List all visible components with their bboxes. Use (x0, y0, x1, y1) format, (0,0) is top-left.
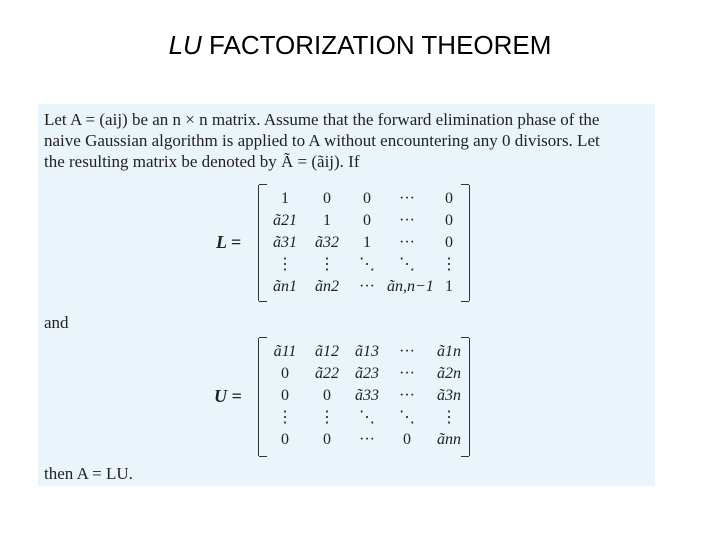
l_matrix-cell: ··· (399, 234, 415, 251)
u_matrix-cell: ⋱ (399, 409, 415, 426)
u_matrix-cell: ··· (399, 387, 415, 404)
l_matrix-cell: ··· (399, 190, 415, 207)
u_matrix-cell: ã22 (315, 365, 339, 382)
u_matrix-cell: ã33 (355, 387, 379, 404)
l_matrix-cell: ⋮ (319, 256, 335, 273)
l_matrix-cell: ãn,n−1 (387, 278, 434, 295)
u-matrix (258, 338, 470, 456)
l_matrix-cell: ãn2 (315, 278, 339, 295)
l_matrix-cell: ⋱ (359, 256, 375, 273)
then-text: then A = LU. (44, 464, 133, 483)
title-rest: FACTORIZATION THEOREM (201, 30, 552, 60)
u_matrix-cell: 0 (323, 387, 331, 404)
l_matrix-cell: 0 (323, 190, 331, 207)
l_matrix-cell: 0 (445, 190, 453, 207)
u_matrix-cell: ã1n (437, 343, 461, 360)
slide-title (0, 30, 720, 61)
u_matrix-cell: ··· (399, 343, 415, 360)
para-line-1: Let A = (aij) be an n × n matrix. Assume that the forward elimination phase of the (44, 110, 600, 129)
u_matrix-cell: ãnn (437, 431, 461, 448)
l_matrix-cell: ⋱ (399, 256, 415, 273)
title-lu: LU (168, 30, 202, 60)
l_matrix-cell: ··· (399, 212, 415, 229)
u_matrix-cell: ⋱ (359, 409, 375, 426)
u_matrix-cell: ã11 (273, 343, 297, 360)
u_matrix-cell: ã23 (355, 365, 379, 382)
l_matrix-cell: 0 (445, 234, 453, 251)
l_matrix-cell: ⋮ (441, 256, 457, 273)
l_matrix-cell: ⋮ (277, 256, 293, 273)
l_matrix-cell: 1 (323, 212, 331, 229)
l-matrix-label: L = (216, 232, 242, 252)
u_matrix-cell: ··· (399, 365, 415, 382)
u_matrix-cell: ⋮ (277, 409, 293, 426)
u_matrix-cell: ã2n (437, 365, 461, 382)
u_matrix-cell: 0 (403, 431, 411, 448)
u_matrix-cell: ⋮ (319, 409, 335, 426)
u_matrix-cell: ã12 (315, 343, 339, 360)
theorem-box (38, 104, 655, 486)
u_matrix-cell: 0 (281, 431, 289, 448)
l_matrix-cell: 0 (445, 212, 453, 229)
l_matrix-cell: 0 (363, 190, 371, 207)
u_matrix-cell: ··· (359, 431, 375, 448)
l_matrix-cell: 1 (445, 278, 453, 295)
l_matrix-cell: ã32 (315, 234, 339, 251)
u_matrix-cell: ⋮ (441, 409, 457, 426)
l_matrix-cell: 1 (363, 234, 371, 251)
l_matrix-cell: ã31 (273, 234, 297, 251)
para-line-3: the resulting matrix be denoted by Ã = (ãij). If (44, 152, 360, 171)
para-line-2: naive Gaussian algorithm is applied to A without encountering any 0 divisors. Let (44, 131, 600, 150)
u_matrix-cell: ã3n (437, 387, 461, 404)
u_matrix-cell: 0 (281, 387, 289, 404)
l_matrix-cell: ··· (359, 278, 375, 295)
u_matrix-cell: 0 (323, 431, 331, 448)
l-matrix (258, 185, 470, 301)
l_matrix-cell: 0 (363, 212, 371, 229)
l_matrix-cell: ãn1 (273, 278, 297, 295)
u-matrix-label: U = (214, 386, 242, 406)
u_matrix-cell: 0 (281, 365, 289, 382)
u_matrix-cell: ã13 (355, 343, 379, 360)
and-text: and (44, 313, 69, 332)
l_matrix-cell: 1 (281, 190, 289, 207)
l_matrix-cell: ã21 (273, 212, 297, 229)
